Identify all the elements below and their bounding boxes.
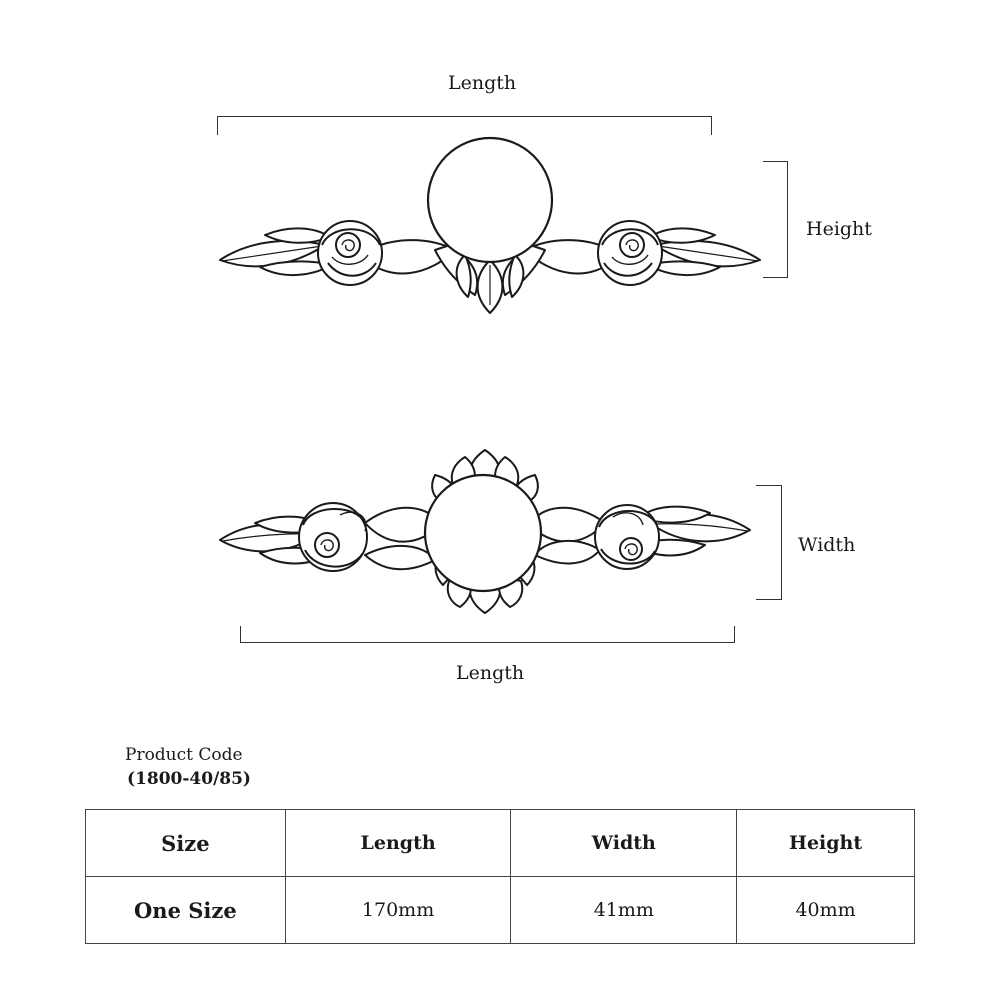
table-header-row (86, 810, 915, 877)
header-size: Size (86, 810, 286, 877)
bottom-length-label: Length (456, 662, 525, 684)
header-length: Length (285, 810, 511, 877)
handle-top-view-drawing (215, 445, 755, 620)
handle-front-view-drawing (210, 145, 770, 325)
width-label: Width (798, 534, 856, 556)
height-label: Height (806, 218, 872, 240)
cell-height: 40mm (737, 877, 915, 944)
header-height: Height (737, 810, 915, 877)
size-spec-table (85, 809, 915, 944)
product-code-label: Product Code (125, 745, 243, 765)
table-row (86, 877, 915, 944)
cell-length: 170mm (285, 877, 511, 944)
top-length-bracket (217, 116, 712, 135)
product-code-value: (1800-40/85) (127, 769, 251, 789)
bottom-length-bracket (240, 626, 735, 643)
width-bracket (756, 485, 782, 600)
cell-size: One Size (86, 877, 286, 944)
top-length-label: Length (448, 72, 517, 94)
header-width: Width (511, 810, 737, 877)
cell-width: 41mm (511, 877, 737, 944)
